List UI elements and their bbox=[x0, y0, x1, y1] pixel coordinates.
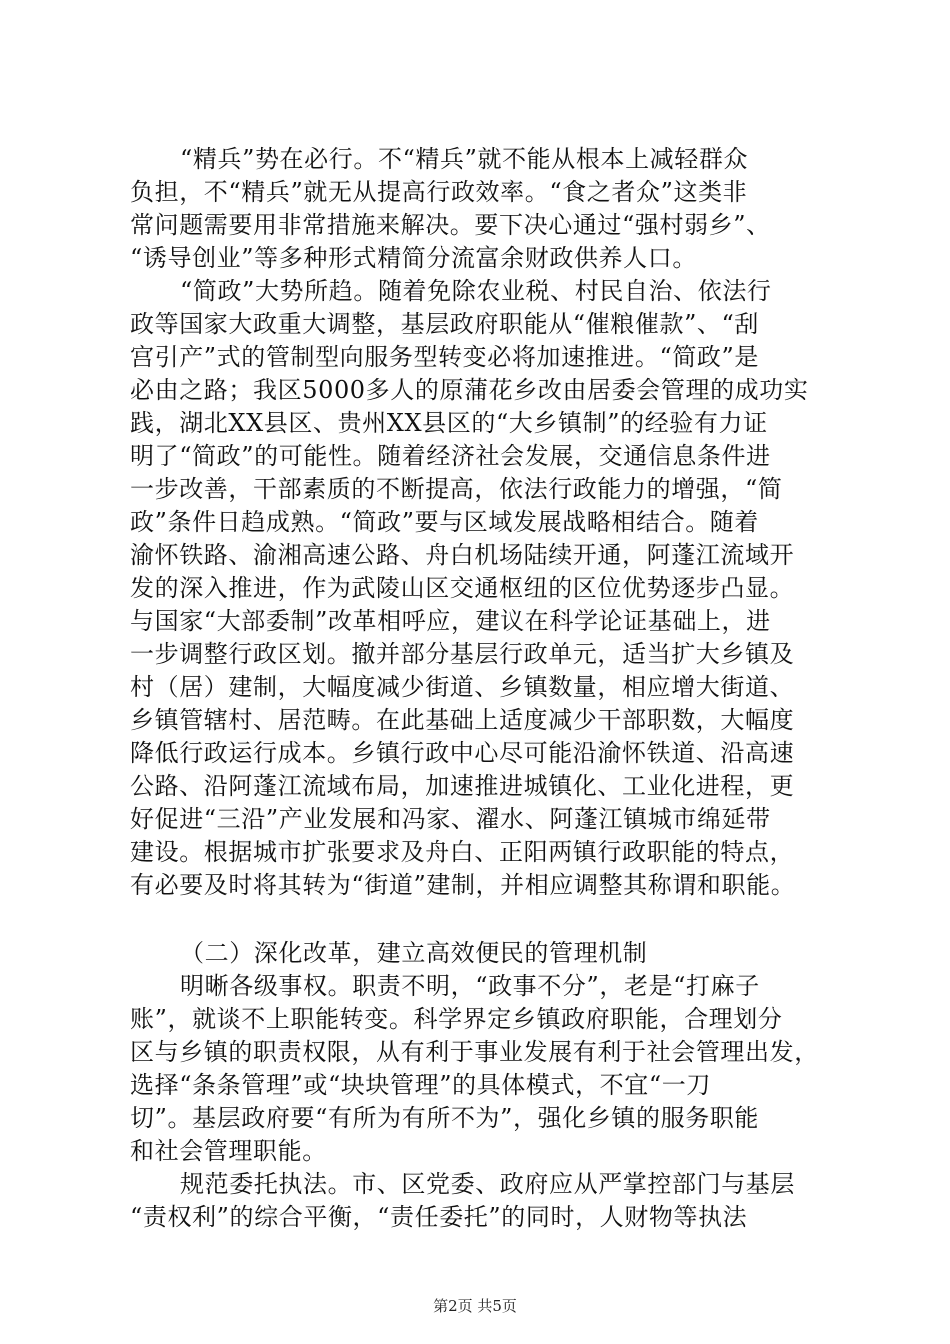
text-line: 渝怀铁路、渝湘高速公路、舟白机场陆续开通，阿蓬江流域开 bbox=[130, 541, 795, 569]
text-line: 规范委托执法。市、区党委、政府应从严掌控部门与基层 bbox=[180, 1170, 795, 1198]
paragraph-jingbing bbox=[130, 143, 842, 275]
text-line: 村（居）建制，大幅度减少街道、乡镇数量，相应增大街道、 bbox=[130, 673, 795, 701]
paragraph-jianzheng bbox=[130, 275, 842, 902]
page-footer: 第2页 共5页 bbox=[433, 1297, 517, 1315]
text-line: 好促进“三沿”产业发展和冯家、濯水、阿蓬江镇城市绵延带 bbox=[130, 805, 771, 833]
paragraph-weituo bbox=[130, 1168, 842, 1234]
text-line: 切”。基层政府要“有所为有所不为”，强化乡镇的服务职能 bbox=[130, 1104, 760, 1132]
text-line: （二）深化改革，建立高效便民的管理机制 bbox=[180, 939, 648, 967]
text-line: 明晰各级事权。职责不明，“政事不分”，老是“打麻子 bbox=[180, 972, 760, 1000]
text-line: 乡镇管辖村、居范畴。在此基础上适度减少干部职数，大幅度 bbox=[130, 706, 795, 734]
text-line: 一步调整行政区划。撤并部分基层行政单元，适当扩大乡镇及 bbox=[130, 640, 795, 668]
text-line: 和社会管理职能。 bbox=[130, 1137, 327, 1165]
text-line: 建设。根据城市扩张要求及舟白、正阳两镇行政职能的特点， bbox=[130, 838, 795, 866]
text-line: 宫引产”式的管制型向服务型转变必将加速推进。“简政”是 bbox=[130, 343, 760, 371]
text-line: “精兵”势在必行。不“精兵”就不能从根本上减轻群众 bbox=[180, 145, 749, 173]
text-line: 政等国家大政重大调整，基层政府职能从“催粮催款”、“刮 bbox=[130, 310, 760, 338]
text-line: 一步改善，干部素质的不断提高，依法行政能力的增强，“简 bbox=[130, 475, 783, 503]
text-line: 负担，不“精兵”就无从提高行政效率。“食之者众”这类非 bbox=[130, 178, 748, 206]
text-line: 有必要及时将其转为“街道”建制，并相应调整其称谓和职能。 bbox=[130, 871, 796, 899]
text-line: 选择“条条管理”或“块块管理”的具体模式，不宜“一刀 bbox=[130, 1071, 711, 1099]
text-line: 发的深入推进，作为武陵山区交通枢纽的区位优势逐步凸显。 bbox=[130, 574, 795, 602]
text-line: “责权利”的综合平衡，“责任委托”的同时，人财物等执法 bbox=[130, 1203, 748, 1231]
text-line: 践，湖北XX县区、贵州XX县区的“大乡镇制”的经验有力证 bbox=[130, 409, 768, 437]
text-line: 明了“简政”的可能性。随着经济社会发展，交通信息条件进 bbox=[130, 442, 771, 470]
text-line: 账”，就谈不上职能转变。科学界定乡镇政府职能，合理划分 bbox=[130, 1005, 783, 1033]
section-heading-2 bbox=[130, 937, 842, 970]
text-line: 公路、沿阿蓬江流域布局，加速推进城镇化、工业化进程，更 bbox=[130, 772, 795, 800]
text-line: “简政”大势所趋。随着免除农业税、村民自治、依法行 bbox=[180, 277, 772, 305]
paragraph-shiquan bbox=[130, 970, 842, 1168]
text-line: 与国家“大部委制”改革相呼应，建议在科学论证基础上，进 bbox=[130, 607, 771, 635]
text-line: 区与乡镇的职责权限，从有利于事业发展有利于社会管理出发， bbox=[130, 1038, 819, 1066]
document-body bbox=[130, 143, 842, 1234]
text-line: “诱导创业”等多种形式精简分流富余财政供养人口。 bbox=[130, 244, 697, 272]
text-line: 必由之路；我区5000多人的原蒲花乡改由居委会管理的成功实 bbox=[130, 376, 809, 404]
text-line: 政”条件日趋成熟。“简政”要与区域发展战略相结合。随着 bbox=[130, 508, 760, 536]
text-line: 降低行政运行成本。乡镇行政中心尽可能沿渝怀铁道、沿高速 bbox=[130, 739, 795, 767]
text-line: 常问题需要用非常措施来解决。要下决心通过“强村弱乡”、 bbox=[130, 211, 771, 239]
